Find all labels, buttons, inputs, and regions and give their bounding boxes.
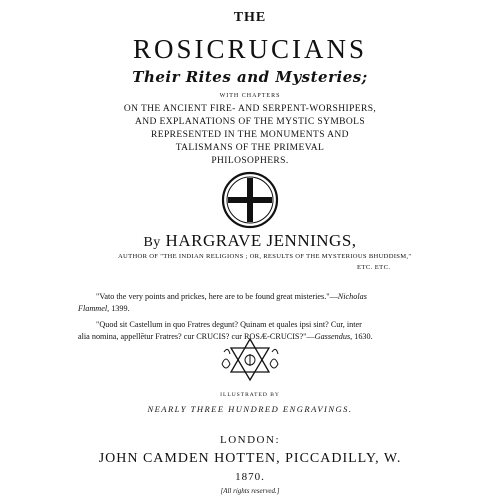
author-of-line: AUTHOR OF "THE INDIAN RELIGIONS ; OR, RESULTS OF THE MYSTERIOUS BHUDDISM," (118, 253, 412, 260)
quote-1-author-last: Flammel (78, 304, 108, 313)
quote-2-line-1: "Quod sit Castellum in quo Fratres degunt? Quinam et quales ipsi sint? Cur, inter (96, 320, 362, 329)
quote-2-text: alia nomina, appellētur Fratres? cur CRUCIS? cur ROSÆ-CRUCIS?"— (78, 332, 315, 341)
chapter-line: REPRESENTED IN THE MONUMENTS AND (151, 130, 349, 140)
quote-1-line-1 (96, 292, 367, 301)
chapter-line: ON THE ANCIENT FIRE- AND SERPENT-WORSHIPERS, (123, 104, 377, 114)
chapter-line: AND EXPLANATIONS OF THE MYSTIC SYMBOLS (134, 117, 366, 127)
imprint-city: LONDON: (220, 434, 280, 446)
author-line (0, 231, 500, 251)
chapter-line: TALISMANS OF THE PRIMEVAL (175, 143, 325, 153)
with-chapters-label: WITH CHAPTERS (219, 93, 281, 99)
quote-1-line-2 (78, 304, 130, 313)
by-label: By (143, 235, 161, 250)
quote-1-author-first: Nicholas (337, 292, 367, 301)
quote-1-text: "Vato the very points and prickes, here are to be found great misteries."— (96, 292, 338, 301)
hexagram-seal-emblem (214, 336, 286, 384)
book-subtitle: Their Rites and Mysteries; (132, 68, 368, 86)
quote-2-year: , 1630. (350, 332, 373, 341)
publication-year: 1870. (235, 471, 265, 483)
rights-notice: [All rights reserved.] (220, 487, 280, 495)
chapter-line: PHILOSOPHERS. (211, 156, 289, 166)
cross-in-circle-emblem (214, 170, 286, 230)
quote-1-year: , 1399. (107, 304, 130, 313)
etc-line: ETC. ETC. (357, 264, 391, 271)
author-name: HARGRAVE JENNINGS, (165, 231, 357, 250)
quote-2-author: Gassendus (314, 332, 351, 341)
publisher-line: JOHN CAMDEN HOTTEN, PICCADILLY, W. (98, 451, 402, 466)
illustrated-by-label: ILLUSTRATED BY (220, 392, 280, 398)
engravings-line: NEARLY THREE HUNDRED ENGRAVINGS. (147, 404, 353, 414)
title-article: THE (233, 10, 267, 25)
book-title: ROSICRUCIANS (132, 34, 368, 64)
